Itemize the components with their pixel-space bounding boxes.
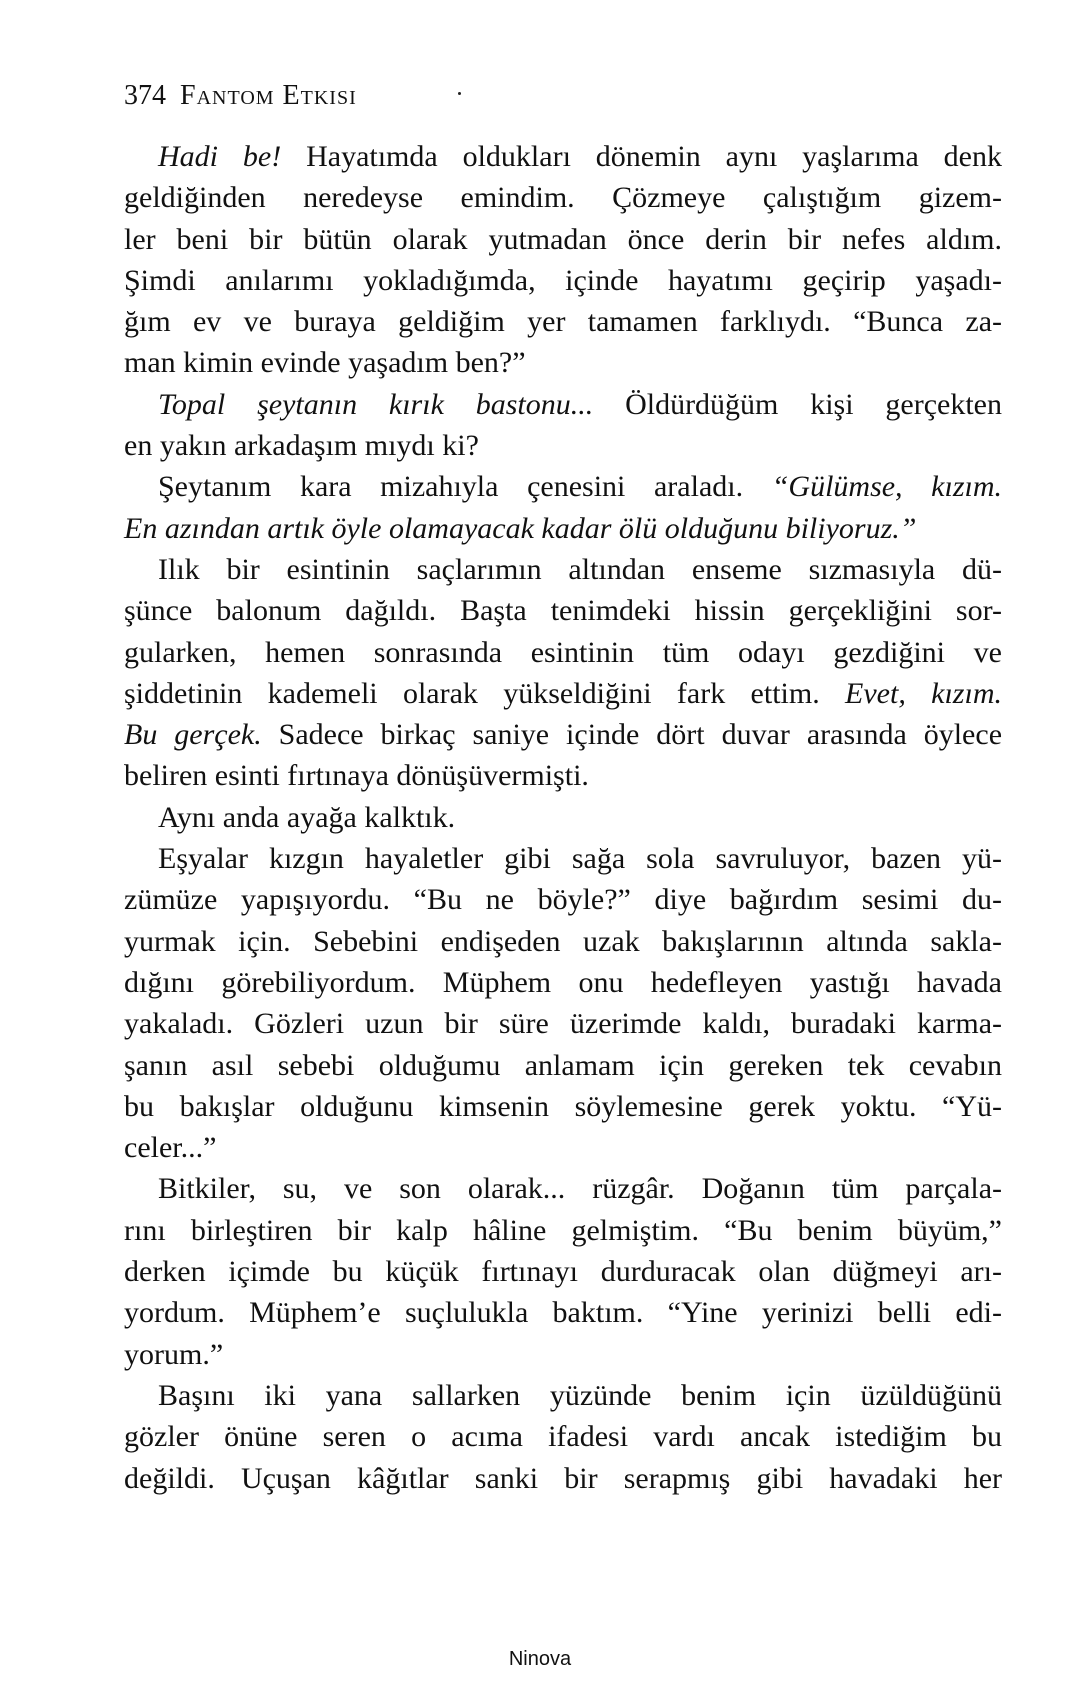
text-line xyxy=(124,921,1002,962)
text-line xyxy=(124,755,1002,796)
text-line xyxy=(124,1168,1002,1209)
text-line xyxy=(124,219,1002,260)
text-line xyxy=(124,384,1002,425)
text-segment: beliren esinti fırtınaya dönüşüvermişti. xyxy=(124,759,589,793)
text-line xyxy=(124,1334,1002,1375)
scan-speck xyxy=(458,92,461,95)
text-segment: Bitkiler, su, ve son olarak... rüzgâr. Doğanın tüm parçala- xyxy=(158,1172,1002,1206)
text-line xyxy=(124,508,1002,549)
text-line xyxy=(124,260,1002,301)
running-header xyxy=(124,80,357,112)
text-segment: ğım ev ve buraya geldiğim yer tamamen farklıydı. “Bunca za- xyxy=(124,305,1002,339)
page-number: 374 xyxy=(124,80,166,111)
body-text xyxy=(124,136,1002,1499)
text-segment: Şimdi anılarımı yokladığımda, içinde hayatımı geçirip yaşadı- xyxy=(124,263,1002,297)
text-segment: Öldürdüğüm kişi gerçekten xyxy=(593,387,1002,421)
text-line xyxy=(124,1292,1002,1333)
text-segment: şünce balonum dağıldı. Başta tenimdeki hissin gerçekliğini sor- xyxy=(124,594,1002,628)
text-line xyxy=(124,301,1002,342)
text-segment: Sadece birkaç saniye içinde dört duvar arasında öylece xyxy=(261,718,1003,752)
text-segment: şanın asıl sebebi olduğumu anlamam için gereken tek cevabın xyxy=(124,1048,1002,1082)
text-segment: ler beni bir bütün olarak yutmadan önce derin bir nefes aldım. xyxy=(124,222,1002,256)
running-title: Fantom Etkisi xyxy=(180,80,357,111)
text-line xyxy=(124,714,1002,755)
text-segment: geldiğinden neredeyse emindim. Çözmeye çalıştığım gizem- xyxy=(124,181,1002,215)
italic-text: Bu gerçek. xyxy=(124,718,262,752)
text-segment: yordum. Müphem’e suçlulukla baktım. “Yine yerinizi belli edi- xyxy=(124,1296,1002,1330)
text-segment: dığını görebiliyordum. Müphem onu hedefleyen yastığı havada xyxy=(124,965,1002,999)
text-segment: gularken, hemen sonrasında esintinin tüm odayı gezdiğini ve xyxy=(124,635,1002,669)
text-line xyxy=(124,1210,1002,1251)
text-segment: en yakın arkadaşım mıydı ki? xyxy=(124,429,479,463)
text-segment: Aynı anda ayağa kalktık. xyxy=(158,800,456,834)
text-line xyxy=(124,962,1002,1003)
text-line xyxy=(124,342,1002,383)
text-line xyxy=(124,549,1002,590)
text-segment: Şeytanım kara mizahıyla çenesini araladı. xyxy=(158,470,772,504)
text-segment: yorum.” xyxy=(124,1337,224,1371)
text-segment: Ilık bir esintinin saçlarımın altından enseme sızmasıyla dü- xyxy=(158,552,1002,586)
text-line xyxy=(124,1375,1002,1416)
text-line xyxy=(124,177,1002,218)
publisher-footer: Ninova xyxy=(508,1648,572,1670)
text-line xyxy=(124,1458,1002,1499)
italic-text: En azından artık öyle olamayacak kadar ölü olduğunu biliyoruz.” xyxy=(124,511,917,545)
text-segment: şiddetinin kademeli olarak yükseldiğini fark ettim. xyxy=(124,676,846,710)
text-segment: derken içimde bu küçük fırtınayı durduracak olan düğmeyi arı- xyxy=(124,1255,1002,1289)
text-line xyxy=(124,1127,1002,1168)
text-line xyxy=(124,879,1002,920)
text-line xyxy=(124,673,1002,714)
italic-text: “Gülümse, kızım. xyxy=(771,470,1003,504)
text-segment: Başını iki yana sallarken yüzünde benim için üzüldüğünü xyxy=(158,1378,1002,1412)
italic-text: Topal şeytanın kırık bastonu... xyxy=(158,387,594,421)
text-segment: zümüze yapışıyordu. “Bu ne böyle?” diye bağırdım sesimi du- xyxy=(124,883,1002,917)
text-segment: celer...” xyxy=(124,1131,217,1165)
text-line xyxy=(124,136,1002,177)
text-line xyxy=(124,1416,1002,1457)
text-segment: Eşyalar kızgın hayaletler gibi sağa sola savruluyor, bazen yü- xyxy=(158,842,1002,876)
text-line xyxy=(124,1003,1002,1044)
text-segment: rını birleştiren bir kalp hâline gelmiştim. “Bu benim büyüm,” xyxy=(124,1213,1002,1247)
text-segment: gözler önüne seren o acıma ifadesi vardı ancak istediğim bu xyxy=(124,1420,1002,1454)
text-line xyxy=(124,797,1002,838)
text-line xyxy=(124,632,1002,673)
text-line xyxy=(124,1251,1002,1292)
italic-text: Evet, kızım. xyxy=(845,676,1002,710)
text-segment: değildi. Uçuşan kâğıtlar sanki bir serapmış gibi havadaki her xyxy=(124,1461,1002,1495)
text-line xyxy=(124,1086,1002,1127)
text-line xyxy=(124,590,1002,631)
text-segment: yurmak için. Sebebini endişeden uzak bakışlarının altında sakla- xyxy=(124,924,1002,958)
text-line xyxy=(124,1045,1002,1086)
text-line xyxy=(124,425,1002,466)
text-line xyxy=(124,466,1002,507)
text-segment: bu bakışlar olduğunu kimsenin söylemesine gerek yoktu. “Yü- xyxy=(124,1089,1002,1123)
text-segment: Hayatımda oldukları dönemin aynı yaşlarıma denk xyxy=(281,140,1003,173)
text-segment: man kimin evinde yaşadım ben?” xyxy=(124,346,526,380)
italic-text: Hadi be! xyxy=(158,140,282,173)
text-segment: yakaladı. Gözleri uzun bir süre üzerimde kaldı, buradaki karma- xyxy=(124,1007,1002,1041)
text-line xyxy=(124,838,1002,879)
